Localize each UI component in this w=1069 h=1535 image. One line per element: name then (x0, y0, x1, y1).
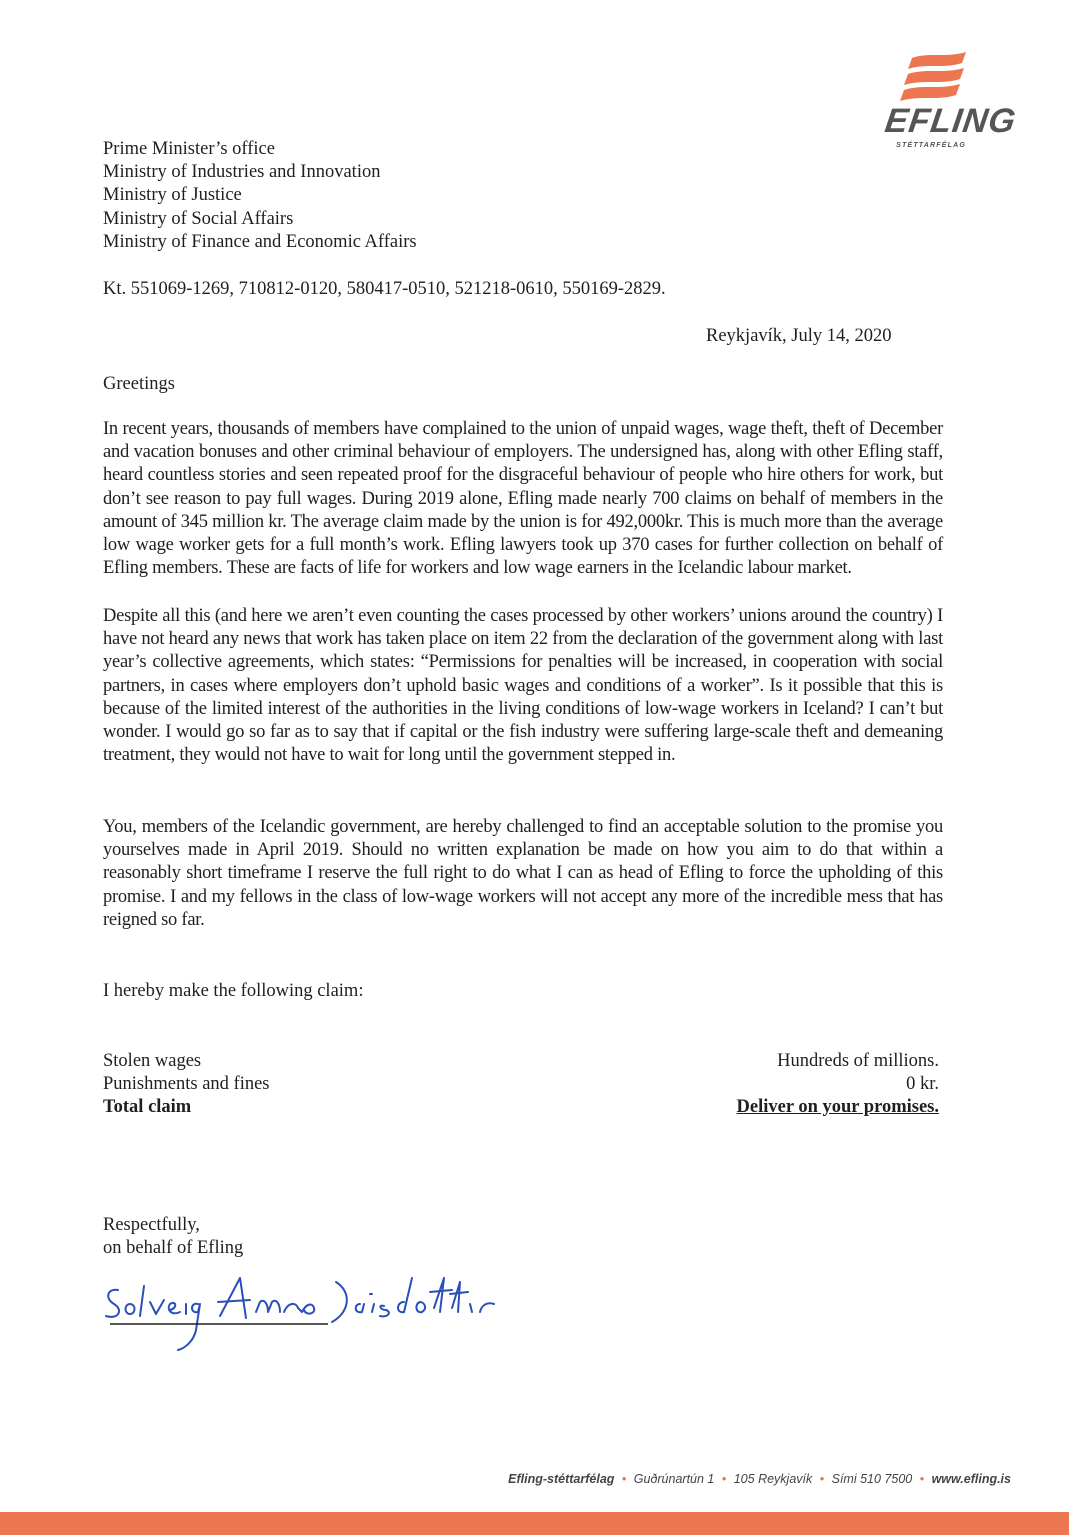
footer-phone: Sími 510 7500 (831, 1472, 913, 1486)
body-paragraph-1: In recent years, thousands of members have complained to the union of unpaid wages, wage theft, theft of December and vacation bonuses and other criminal behaviour of employers. The undersigned has, along with other Efling staff, heard countless stories and seen repeated proof for the disgraceful behaviour of people who hire others for work, but don’t see reason to pay full wages. During 2019 alone, Efling made nearly 700 claims on behalf of members in the amount of 345 million kr. The average claim made by the union is for 492,000kr. This is much more than the average low wage worker gets for a full month’s work. Efling lawyers took up 370 cases for further collection on behalf of Efling members. These are facts of life for workers and low wage earners in the Icelandic labour market. (103, 419, 943, 579)
claim-value-punishments: 0 kr. (906, 1074, 939, 1095)
recipient: Ministry of Finance and Economic Affairs (103, 231, 417, 252)
body-paragraph-2: Despite all this (and here we aren’t even counting the cases processed by other workers’ unions around the country) I have not heard any news that work has taken place on item 22 from the declaration of the government along with last year’s collective agreements, which states: “Permissions for penalties will be increased, in cooperation with social partners, in cases where employers don’t uphold basic wages and conditions of a worker”. Is it possible that this is because of the limited interest of the authorities in the living conditions of low-wage workers in Iceland? I can’t but wonder. I would go so far as to say that if capital or the fish industry were suffering large-scale theft and demeaning treatment, they would not have to wait for long until the government stepped in. (103, 606, 943, 766)
footer-website-link[interactable]: www.efling.is (931, 1472, 1011, 1486)
recipient: Ministry of Justice (103, 185, 242, 206)
recipient: Prime Minister’s office (103, 139, 275, 159)
footer-address: Guðrúnartún 1 (633, 1472, 715, 1486)
claim-values (600, 1050, 939, 1120)
recipient: Ministry of Social Affairs (103, 208, 294, 229)
footer-separator: • (819, 1472, 825, 1486)
efling-stripes-icon (848, 48, 1018, 108)
closing (103, 1214, 243, 1260)
kt-numbers: Kt. 551069-1269, 710812-0120, 580417-0510, 521218-0610, 550169-2829. (103, 279, 666, 299)
handwritten-signature (100, 1268, 510, 1358)
claim-labels (103, 1050, 270, 1120)
recipient-list (103, 138, 417, 254)
greeting: Greetings (103, 374, 175, 394)
body-paragraph-3: You, members of the Icelandic government, are hereby challenged to find an acceptable solution to the promise you yourselves made in April 2019. Should no written explanation be made on how you aim to do that within a reasonably short timeframe I reserve the full right to do what I can as head of Efling to force the upholding of this promise. I and my fellows in the class of low-wage workers will not accept any more of the incredible mess that has reigned so far. (103, 817, 943, 930)
efling-wordmark: EFLING (882, 102, 1019, 140)
claim-label-stolen-wages: Stolen wages (103, 1051, 202, 1071)
recipient: Ministry of Industries and Innovation (103, 162, 381, 183)
footer-separator: • (621, 1472, 627, 1486)
footer-city: 105 Reykjavík (733, 1472, 813, 1486)
claim-value-total: Deliver on your promises. (736, 1097, 939, 1118)
claim-label-punishments: Punishments and fines (103, 1074, 270, 1095)
closing-salutation: Respectfully, (103, 1215, 200, 1235)
claim-value-stolen-wages: Hundreds of millions. (777, 1051, 939, 1071)
footer-contact (508, 1472, 1011, 1486)
closing-on-behalf: on behalf of Efling (103, 1238, 244, 1259)
footer-separator: • (721, 1472, 727, 1486)
footer-separator: • (919, 1472, 925, 1486)
letter-date: Reykjavík, July 14, 2020 (706, 326, 892, 346)
claim-label-total: Total claim (103, 1097, 192, 1118)
efling-subtitle: STÉTTARFÉLAG (896, 142, 966, 149)
footer-org: Efling-stéttarfélag (508, 1472, 615, 1486)
claim-intro: I hereby make the following claim: (103, 981, 364, 1001)
efling-logo (848, 48, 1018, 158)
footer-orange-bar (0, 1512, 1069, 1535)
